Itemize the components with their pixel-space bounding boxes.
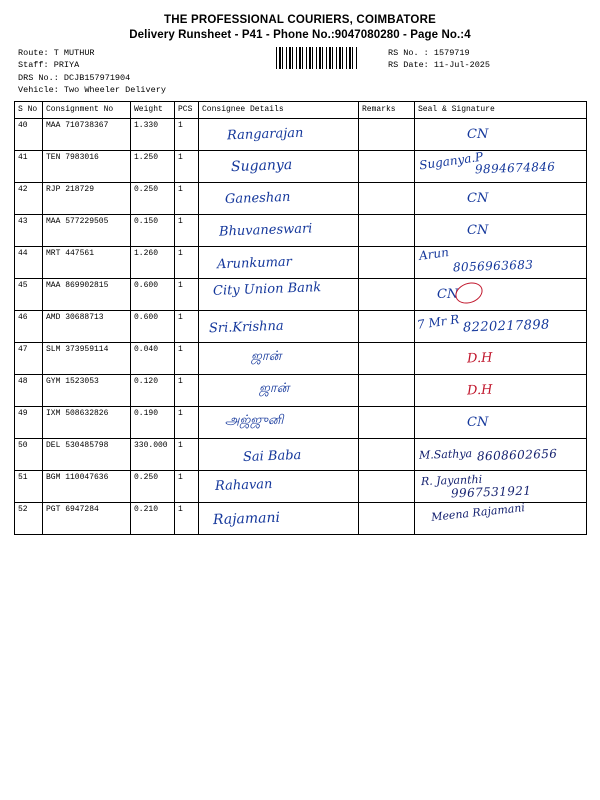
cell-consignee xyxy=(199,182,359,214)
handwritten-consignee: Sri.Krishna xyxy=(208,318,284,337)
handwritten-consignee: அஜ்ஜுனி xyxy=(225,412,284,428)
cell-remarks xyxy=(359,246,415,278)
handwritten-signature: Meena Rajamani xyxy=(430,500,526,524)
table-row xyxy=(15,310,587,342)
cell-pcs: 1 xyxy=(175,470,199,502)
cell-weight: 330.000 xyxy=(131,438,175,470)
cell-sno: 45 xyxy=(15,278,43,310)
drs-value: DCJB157971904 xyxy=(63,72,131,83)
meta-left-block xyxy=(14,47,166,96)
cell-seal xyxy=(415,150,587,182)
cell-sno: 41 xyxy=(15,150,43,182)
cell-sno: 47 xyxy=(15,342,43,374)
col-consignment-no: Consignment No xyxy=(43,102,131,119)
rs-date-line xyxy=(388,59,490,71)
table-row xyxy=(15,406,587,438)
meta-right-block xyxy=(388,47,586,72)
cell-weight: 0.040 xyxy=(131,342,175,374)
cell-pcs: 1 xyxy=(175,310,199,342)
cell-pcs: 1 xyxy=(175,214,199,246)
handwritten-consignee: Rajamani xyxy=(212,509,281,529)
staff-label: Staff: xyxy=(18,60,49,71)
drs-line xyxy=(18,72,166,84)
handwritten-seal: D.H xyxy=(466,382,493,399)
cell-weight: 0.250 xyxy=(131,470,175,502)
handwritten-consignee: ஜான் xyxy=(259,380,290,396)
cell-weight: 0.600 xyxy=(131,310,175,342)
cell-consignee xyxy=(199,438,359,470)
handwritten-phone: 9894674846 xyxy=(474,159,556,177)
cell-consignee xyxy=(199,214,359,246)
cell-remarks xyxy=(359,150,415,182)
handwritten-seal: CN xyxy=(467,126,489,142)
handwritten-seal: CN xyxy=(467,190,489,206)
cell-consignment-no: SLM 373959114 xyxy=(43,342,131,374)
cell-consignment-no: TEN 7983016 xyxy=(43,150,131,182)
col-remarks: Remarks xyxy=(359,102,415,119)
col-weight: Weight xyxy=(131,102,175,119)
page-title: Delivery Runsheet - P41 - Phone No.:9047080280 - Page No.:4 xyxy=(129,29,471,41)
cell-remarks xyxy=(359,310,415,342)
table-row xyxy=(15,278,587,310)
table-row xyxy=(15,470,587,502)
cell-weight: 0.120 xyxy=(131,374,175,406)
handwritten-signature: Arun xyxy=(418,244,450,263)
table-row xyxy=(15,342,587,374)
cell-remarks xyxy=(359,502,415,534)
cell-seal xyxy=(415,214,587,246)
handwritten-consignee: Rahavan xyxy=(214,476,273,494)
handwritten-phone: 9967531921 xyxy=(450,483,532,501)
cell-consignee xyxy=(199,406,359,438)
table-row xyxy=(15,182,587,214)
cell-consignment-no: MAA 577229505 xyxy=(43,214,131,246)
handwritten-consignee: Sai Baba xyxy=(242,447,302,465)
cell-consignment-no: IXM 508632826 xyxy=(43,406,131,438)
col-consignee-details: Consignee Details xyxy=(199,102,359,119)
cell-weight: 1.330 xyxy=(131,118,175,150)
handwritten-consignee: Bhuvaneswari xyxy=(218,221,313,240)
cell-pcs: 1 xyxy=(175,342,199,374)
barcode-icon xyxy=(276,47,358,69)
vehicle-line xyxy=(18,84,166,96)
cell-consignee xyxy=(199,470,359,502)
cell-sno: 48 xyxy=(15,374,43,406)
handwritten-consignee: City Union Bank xyxy=(212,279,322,299)
cell-remarks xyxy=(359,118,415,150)
vehicle-label: Vehicle: xyxy=(18,84,59,95)
handwritten-consignee: ஜான் xyxy=(251,348,282,364)
cell-sno: 42 xyxy=(15,182,43,214)
cell-consignment-no: MAA 869902815 xyxy=(43,278,131,310)
table-row xyxy=(15,438,587,470)
cell-seal xyxy=(415,278,587,310)
cell-pcs: 1 xyxy=(175,406,199,438)
cell-remarks xyxy=(359,182,415,214)
rs-no-label: RS No. : xyxy=(387,48,429,58)
cell-consignee xyxy=(199,246,359,278)
cell-consignee xyxy=(199,150,359,182)
company-title: THE PROFESSIONAL COURIERS, COIMBATORE xyxy=(164,14,436,26)
cell-weight: 0.150 xyxy=(131,214,175,246)
handwritten-seal: D.H xyxy=(466,350,493,367)
table-header-row xyxy=(15,102,587,119)
cell-sno: 50 xyxy=(15,438,43,470)
handwritten-seal: CN xyxy=(467,222,489,238)
cell-remarks xyxy=(359,470,415,502)
cell-seal xyxy=(415,406,587,438)
cell-consignment-no: MRT 447561 xyxy=(43,246,131,278)
cell-sno: 52 xyxy=(15,502,43,534)
cell-weight: 0.600 xyxy=(131,278,175,310)
cell-seal xyxy=(415,182,587,214)
col-sno: S No xyxy=(15,102,43,119)
route-line xyxy=(18,47,166,59)
cell-consignment-no: AMD 30688713 xyxy=(43,310,131,342)
table-row xyxy=(15,150,587,182)
cell-sno: 44 xyxy=(15,246,43,278)
cell-remarks xyxy=(359,374,415,406)
handwritten-seal: CN xyxy=(437,286,459,302)
table-row xyxy=(15,246,587,278)
cell-remarks xyxy=(359,342,415,374)
cell-weight: 0.250 xyxy=(131,182,175,214)
cell-seal xyxy=(415,118,587,150)
staff-value: PRIYA xyxy=(53,60,80,71)
handwritten-signature: 7 Mr R xyxy=(416,311,461,332)
cell-seal xyxy=(415,342,587,374)
col-pcs: PCS xyxy=(175,102,199,119)
cell-weight: 1.250 xyxy=(131,150,175,182)
handwritten-phone: 8220217898 xyxy=(462,317,550,336)
handwritten-phone: 8056963683 xyxy=(452,257,534,275)
cell-seal xyxy=(415,438,587,470)
route-value: T MUTHUR xyxy=(53,48,95,58)
cell-pcs: 1 xyxy=(175,438,199,470)
cell-remarks xyxy=(359,438,415,470)
cell-sno: 43 xyxy=(15,214,43,246)
cell-consignment-no: BGM 110047636 xyxy=(43,470,131,502)
cell-pcs: 1 xyxy=(175,118,199,150)
table-body xyxy=(15,118,587,534)
signature-ring-mark xyxy=(452,279,485,307)
rs-no-line xyxy=(388,47,490,59)
table-row xyxy=(15,502,587,534)
drs-label: DRS No.: xyxy=(18,72,59,83)
cell-consignment-no: PGT 6947284 xyxy=(43,502,131,534)
cell-pcs: 1 xyxy=(175,246,199,278)
cell-pcs: 1 xyxy=(175,150,199,182)
cell-seal xyxy=(415,374,587,406)
cell-weight: 0.190 xyxy=(131,406,175,438)
rs-date-value: 11-Jul-2025 xyxy=(433,60,490,71)
handwritten-signature: Suganya.P xyxy=(418,149,484,173)
cell-remarks xyxy=(359,406,415,438)
cell-sno: 49 xyxy=(15,406,43,438)
cell-sno: 40 xyxy=(15,118,43,150)
cell-pcs: 1 xyxy=(175,374,199,406)
cell-consignee xyxy=(199,278,359,310)
cell-weight: 1.260 xyxy=(131,246,175,278)
cell-sno: 46 xyxy=(15,310,43,342)
table-row xyxy=(15,214,587,246)
handwritten-consignee: Arunkumar xyxy=(216,254,293,273)
handwritten-consignee: Ganeshan xyxy=(224,189,291,207)
cell-consignment-no: GYM 1523053 xyxy=(43,374,131,406)
cell-consignee xyxy=(199,310,359,342)
route-label: Route: xyxy=(18,48,49,58)
runsheet-table xyxy=(14,101,587,535)
table-row xyxy=(15,118,587,150)
cell-consignee xyxy=(199,118,359,150)
rs-date-label: RS Date: xyxy=(387,60,429,71)
cell-seal xyxy=(415,246,587,278)
cell-seal xyxy=(415,502,587,534)
cell-sno: 51 xyxy=(15,470,43,502)
cell-consignee xyxy=(199,502,359,534)
handwritten-seal: CN xyxy=(467,414,489,430)
cell-pcs: 1 xyxy=(175,182,199,214)
table-row xyxy=(15,374,587,406)
handwritten-signature: M.Sathya xyxy=(418,446,473,462)
handwritten-consignee: Rangarajan xyxy=(226,125,304,144)
handwritten-phone: 8608602656 xyxy=(476,446,558,464)
rs-no-value: 1579719 xyxy=(433,48,470,58)
cell-consignee xyxy=(199,342,359,374)
cell-seal xyxy=(415,310,587,342)
handwritten-consignee: Suganya xyxy=(230,156,293,175)
cell-pcs: 1 xyxy=(175,502,199,534)
cell-consignee xyxy=(199,374,359,406)
cell-seal xyxy=(415,470,587,502)
cell-remarks xyxy=(359,278,415,310)
cell-weight: 0.210 xyxy=(131,502,175,534)
cell-consignment-no: RJP 218729 xyxy=(43,182,131,214)
staff-line xyxy=(18,59,166,71)
cell-pcs: 1 xyxy=(175,278,199,310)
cell-consignment-no: DEL 530485798 xyxy=(43,438,131,470)
vehicle-value: Two Wheeler Delivery xyxy=(63,84,166,95)
cell-remarks xyxy=(359,214,415,246)
handwritten-signature: R. Jayanthi xyxy=(420,472,483,488)
cell-consignment-no: MAA 710738367 xyxy=(43,118,131,150)
col-seal-signature: Seal & Signature xyxy=(415,102,587,119)
